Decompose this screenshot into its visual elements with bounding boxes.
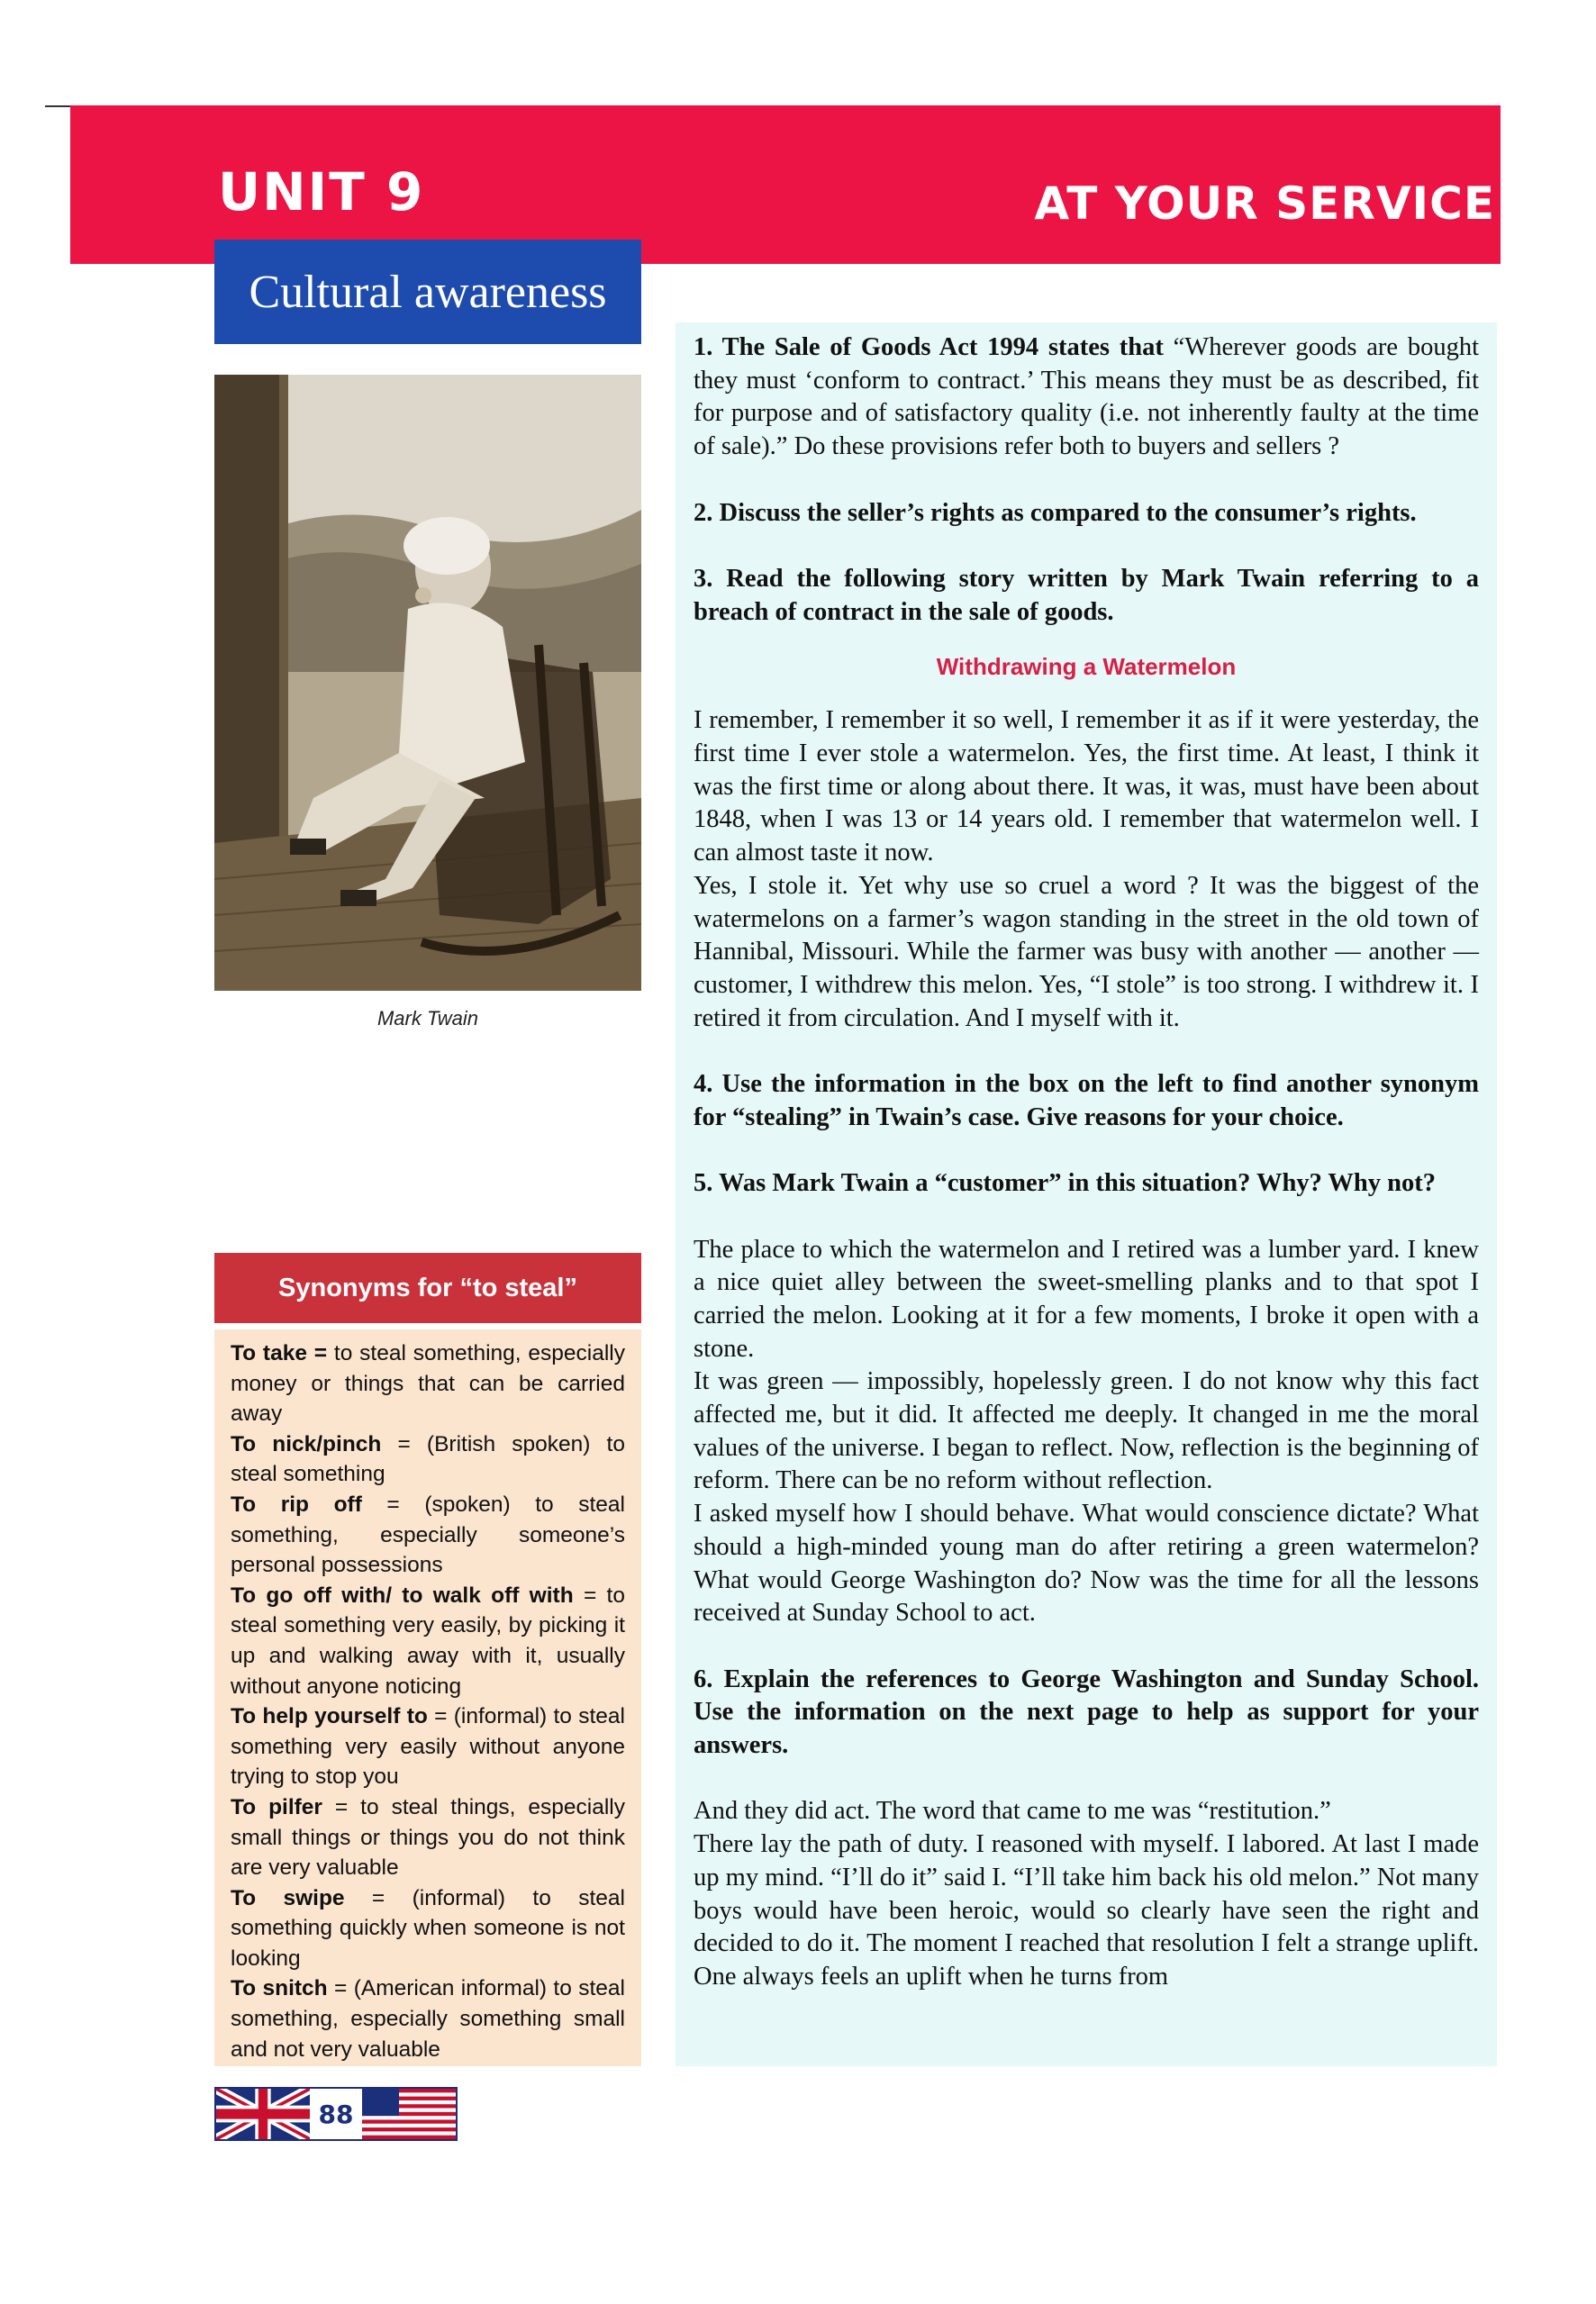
synonym-definition: = (spoken) to steal something, especially someone’s personal possessions [231,1492,625,1578]
synonym-term: To take = [231,1341,328,1365]
photo-caption: Mark Twain [376,1007,479,1030]
story-paragraph: I asked myself how I should behave. What would conscience dictate? What should a high-minded young man do after retiring a green watermelon? What would George Washington do? Now was the time for all the lessons received at Sunday School to act. [694,1500,1479,1628]
synonym-entry [231,1883,625,1974]
unit-title: UNIT 9 [218,161,425,222]
mark-twain-photo [214,375,641,991]
question-1-lead: 1. The Sale of Goods Act 1994 states that [694,333,1164,361]
synonym-term: To snitch [231,1976,328,2001]
story-title: Withdrawing a Watermelon [936,653,1237,681]
story-paragraph: And they did act. The word that came to me was “restitution.” [694,1797,1331,1826]
unit-topic-title: AT YOUR SERVICE [1034,177,1495,230]
synonym-definition: = to steal things, especially small things or things you do not think are very valuable [231,1794,625,1881]
synonym-entry [231,1973,625,2064]
page-footer [214,2087,458,2141]
synonym-term: To help yourself to [231,1704,428,1729]
synonym-term: To rip off [231,1492,362,1517]
corner-rule [45,105,72,107]
question-6: 6. Explain the references to George Washington and Sunday School. Use the information on the next page to help as support for your answers. [694,1665,1479,1760]
synonym-term: To nick/pinch [231,1431,382,1456]
question-2: 2. Discuss the seller’s rights as compared to the consumer’s rights. [694,498,1417,527]
story-paragraph: I remember, I remember it so well, I remember it as if it were yesterday, the first time I ever stole a watermelon. Yes, the first time. At least, I think it was the first time or along about there. It was, it was, must have been about 1848, when I was 13 or 14 years old. I remember that watermelon well. I can almost taste it now. [694,706,1479,867]
question-1 [694,331,1479,464]
synonym-entry [231,1701,625,1792]
uk-flag-icon [216,2089,310,2139]
synonym-entry [231,1581,625,1701]
synonym-term: To go off with/ to walk off with [231,1583,574,1608]
synonym-entry [231,1490,625,1581]
story-paragraph: Yes, I stole it. Yet why use so cruel a word ? It was the biggest of the watermelons on a farmer’s wagon standing in the street in the old town of Hannibal, Missouri. While the farmer was busy with another — another — customer, I withdrew this melon. Yes, “I stole” is too strong. I withdrew it. I retired it from circulation. And I myself with it. [694,871,1479,1032]
page-number: 88 [318,2099,354,2129]
us-flag-icon [362,2089,456,2139]
synonyms-title: Synonyms for “to steal” [214,1253,641,1323]
synonyms-box [214,1329,641,2066]
story-paragraph: The place to which the watermelon and I retired was a lumber yard. I knew a nice quiet alley between the sweet-smelling planks and to that spot I carried the melon. Looking at it for a few moments, I broke it open with a stone. [694,1235,1479,1363]
question-5: 5. Was Mark Twain a “customer” in this situation? Why? Why not? [694,1169,1436,1198]
synonym-entry [231,1792,625,1883]
synonym-definition: to steal something, especially money or things that can be carried away [231,1341,625,1427]
synonym-definition: = (informal) to steal something very easily without anyone trying to stop you [231,1704,625,1790]
question-3: 3. Read the following story written by Mark Twain referring to a breach of contract in the sale of goods. [694,564,1479,626]
synonym-definition: = (British spoken) to steal something [231,1431,625,1487]
synonym-entry [231,1429,625,1490]
story-paragraph: It was green — impossibly, hopelessly green. I do not know why this fact affected me, but it did. It affected me deeply. It changed in me the moral values of the universe. I began to reflect. Now, reflection is the beginning of reform. There can be no reform without reflection. [694,1367,1479,1495]
synonym-definition: = (informal) to steal something quickly when someone is not looking [231,1885,625,1971]
question-1-text: “Wherever goods are bought they must ‘conform to contract.’ This means they must be as described, fit for purpose and of satisfactory quality (i.e. not inherently faulty at the time of sale).” Do these provisions refer both to buyers and sellers ? [694,333,1479,461]
main-content [676,322,1497,2066]
photo-illustration [214,375,641,991]
synonym-definition: = (American informal) to steal something, especially something small and not very valuable [231,1976,625,2062]
synonym-term: To pilfer [231,1794,322,1819]
section-label: Cultural awareness [214,240,641,344]
question-4: 4. Use the information in the box on the left to find another synonym for “stealing” in Twain’s case. Give reasons for your choice. [694,1070,1479,1131]
synonym-term: To swipe [231,1885,345,1910]
synonym-entry [231,1338,625,1429]
synonym-definition: = to steal something very easily, by picking it up and walking away with it, usually without anyone noticing [231,1583,625,1699]
story-paragraph: There lay the path of duty. I reasoned with myself. I labored. At last I made up my mind. “I’ll do it” said I. “I’ll take him back his old melon.” Not many boys would have been heroic, would so clearly have seen the right and decided to do it. The moment I reached that resolution I felt a strange uplift. One always feels an uplift when he turns from [694,1830,1479,1991]
